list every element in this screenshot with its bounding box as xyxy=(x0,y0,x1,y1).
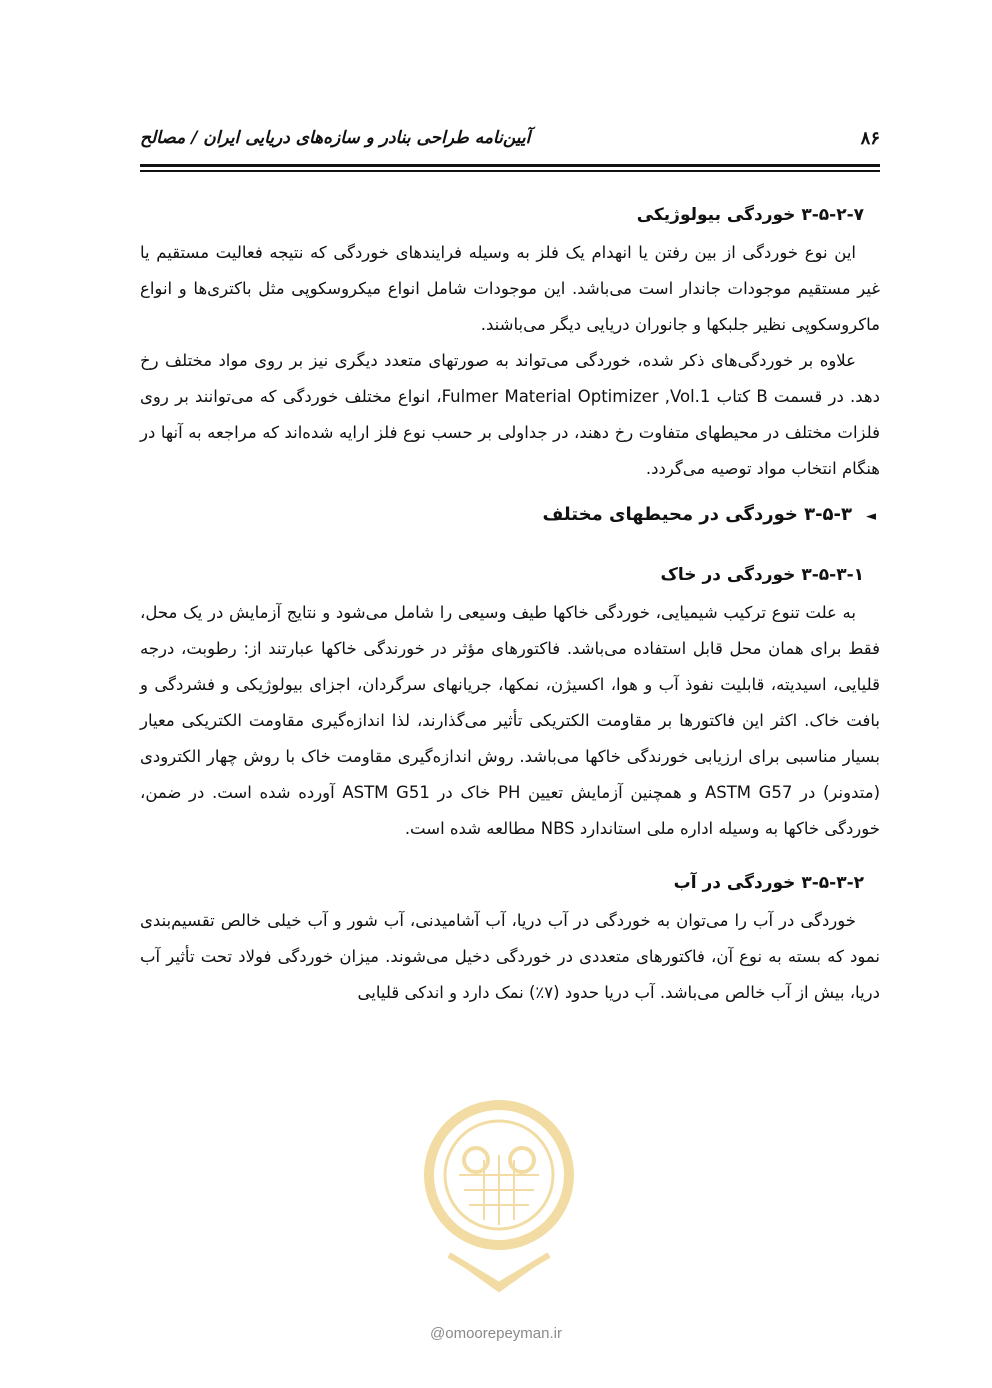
heading-biological-corrosion: ۳-۵-۲-۷ خوردگی بیولوژیکی xyxy=(636,205,864,225)
header-rule-thin xyxy=(140,170,880,172)
header-rule-thick xyxy=(140,164,880,167)
page-content xyxy=(140,195,880,1011)
running-header xyxy=(140,118,880,158)
bullet-arrow-icon: ◄ xyxy=(866,509,876,524)
watermark-site: @omoorepeyman.ir xyxy=(430,1325,562,1342)
paragraph-other-corrosion: علاوه بر خوردگی‌های ذکر شده، خوردگی می‌تواند به صورتهای متعدد دیگری نیز بر روی مواد مختلف رخ دهد. در قسمت B کتاب Fulmer Material Optimizer ,Vol.1، انواع مختلف خوردگی که می‌توانند بر روی فلزات مختلف در محیطهای متفاوت رخ دهند، در جداولی بر حسب نوع فلز ارایه شده‌اند که مراجعه به آنها در هنگام انتخاب مواد توصیه می‌گردد. xyxy=(140,351,880,478)
book-title: آیین‌نامه طراحی بنادر و سازه‌های دریایی ایران / مصالح xyxy=(140,128,531,148)
heading-corrosion-environments-text: ۳-۵-۳ خوردگی در محیطهای مختلف xyxy=(542,504,852,525)
paragraph-water-corrosion: خوردگی در آب را می‌توان به خوردگی در آب دریا، آب آشامیدنی، آب شور و آب خیلی خالص تقسیم‌بندی نمود که بسته به نوع آن، فاکتورهای متعددی در خوردگی دخیل می‌شوند. میزان خوردگی فولاد تحت تأثیر آب دریا، بیش از آب خالص می‌باشد. آب دریا حدود (۷٪) نمک دارد و اندکی قلیایی xyxy=(140,911,880,1002)
page-number: ۸۶ xyxy=(860,127,880,149)
heading-soil-corrosion: ۳-۵-۳-۱ خوردگی در خاک xyxy=(660,565,864,585)
paragraph-soil-corrosion: به علت تنوع ترکیب شیمیایی، خوردگی خاکها طیف وسیعی را شامل می‌شود و نتایج آزمایش در یک محل، فقط برای همان محل قابل استفاده می‌باشد. فاکتورهای مؤثر در خورندگی خاکها عبارتند از: رطوبت، درجه قلیایی، اسیدیته، قابلیت نفوذ آب و هوا، اکسیژن، نمکها، جریانهای سرگردان، اجزای بیولوژیکی و فشردگی و بافت خاک. اکثر این فاکتورها بر مقاومت الکتریکی تأثیر می‌گذارند، لذا اندازه‌گیری مقاومت الکتریکی معیار بسیار مناسبی برای ارزیابی خورندگی خاکها می‌باشد. روش اندازه‌گیری مقاومت خاک با روش چهار الکترودی (متدونر) در ASTM G57 و همچنین آزمایش تعیین PH خاک در ASTM G51 آورده شده است. در ضمن، خوردگی خاکها به وسیله اداره ملی استاندارد NBS مطالعه شده است. xyxy=(140,603,881,838)
watermark-seal-icon xyxy=(414,1090,584,1310)
paragraph-biological-corrosion: این نوع خوردگی از بین رفتن یا انهدام یک فلز به وسیله فرایندهای خوردگی که نتیجه فعالیت مستقیم یا غیر مستقیم موجودات جاندار است می‌باشد. این موجودات شامل انواع میکروسکوپی مثل باکتری‌ها و انواع ماکروسکوپی نظیر جلبکها و جانوران دریایی دیگر می‌باشند. xyxy=(140,243,880,334)
heading-water-corrosion: ۳-۵-۳-۲ خوردگی در آب xyxy=(673,873,864,893)
heading-corrosion-environments xyxy=(140,493,880,539)
